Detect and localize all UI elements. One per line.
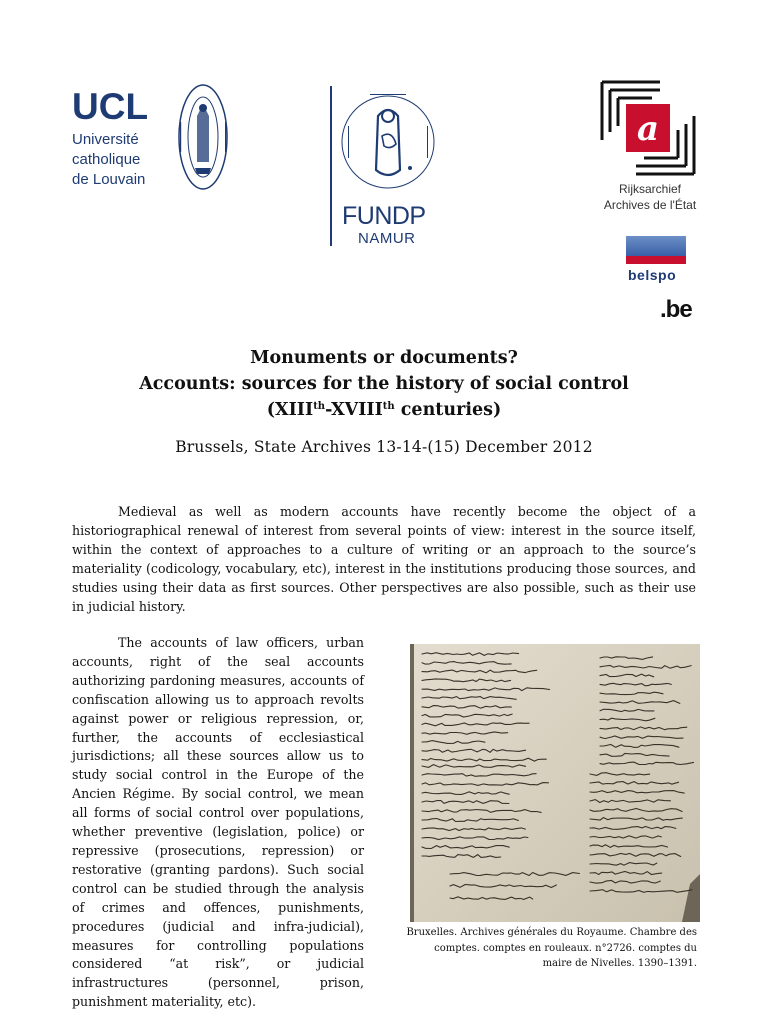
title-line-1: Monuments or documents? xyxy=(250,348,518,368)
title-sup-2: th xyxy=(382,401,395,412)
figure-caption: Bruxelles. Archives générales du Royaume. Chambre des comptes. comptes en rouleaux. n°2726. comptes du maire de Nivelles. 1390–1391. xyxy=(406,927,697,969)
belspo-name: belspo xyxy=(628,267,677,283)
ucl-seal-icon xyxy=(177,82,229,192)
ucl-name-line-1: Université xyxy=(72,131,139,148)
fundp-seal-icon xyxy=(340,86,436,204)
title-line-3 xyxy=(0,402,768,420)
belspo-red-band xyxy=(626,256,686,264)
venue-date: Brussels, State Archives 13-14-(15) December 2012 xyxy=(175,438,593,456)
svg-text:a: a xyxy=(636,109,660,149)
intro-paragraph: Medieval as well as modern accounts have recently become the object of a historiographical renewal of interest from several points of view: interest in the source itself, within the context of approaches to a culture of writing or an approach to the source’s materiality (codicology, vocabulary, etc), interest in the institutions producing those sources, and studies using their data as first sources. Other perspectives are also possible, such as their use in judicial history. xyxy=(72,504,696,614)
title-line-2: Accounts: sources for the history of social control xyxy=(139,374,629,394)
archief-line-2: Archives de l'État xyxy=(603,198,697,212)
title-line-3-open: (XIII xyxy=(266,400,314,420)
column-paragraph: The accounts of law officers, urban accounts, right of the seal accounts authorizing pardoning measures, accounts of confiscation allowing us to approach revolts against power or religious repression, or, further, the accounts of ecclesiastical jurisdictions; all these sources allow us to study social control in the Europe of the Ancien Régime. By social control, we mean all forms of social control over populations, whether preventive (legislation, police) or repressive (prosecutions, repression) or restorative (granting pardons). Such social control can be studied through the analysis of crimes and offences, punishments, procedures (judicial and infra-judicial), measures for controlling populations considered “at risk”, or judicial infrastructures (personnel, prison, punishment materiality, etc). xyxy=(72,635,364,1010)
fundp-divider xyxy=(330,86,332,246)
title-line-3-dash: -XVIII xyxy=(325,400,383,420)
ucl-name-line-2: catholique xyxy=(72,151,141,168)
title-line-3-close: centuries) xyxy=(394,400,502,420)
archief-mark-icon xyxy=(600,80,696,176)
ucl-logo xyxy=(72,82,228,196)
belspo-banner xyxy=(626,236,686,256)
dot-be-logo: .be xyxy=(660,296,692,323)
title-sup-1: th xyxy=(313,401,326,412)
ucl-abbrev: UCL xyxy=(72,86,149,127)
belspo-logo xyxy=(626,236,688,288)
archief-line-1: Rijksarchief xyxy=(618,182,681,196)
manuscript-image xyxy=(410,644,700,922)
rijksarchief-logo xyxy=(600,80,698,220)
fundp-name: FUNDP xyxy=(342,202,426,230)
ucl-name-line-3: de Louvain xyxy=(72,171,146,188)
fundp-city: NAMUR xyxy=(358,230,416,247)
fundp-logo xyxy=(330,86,442,250)
